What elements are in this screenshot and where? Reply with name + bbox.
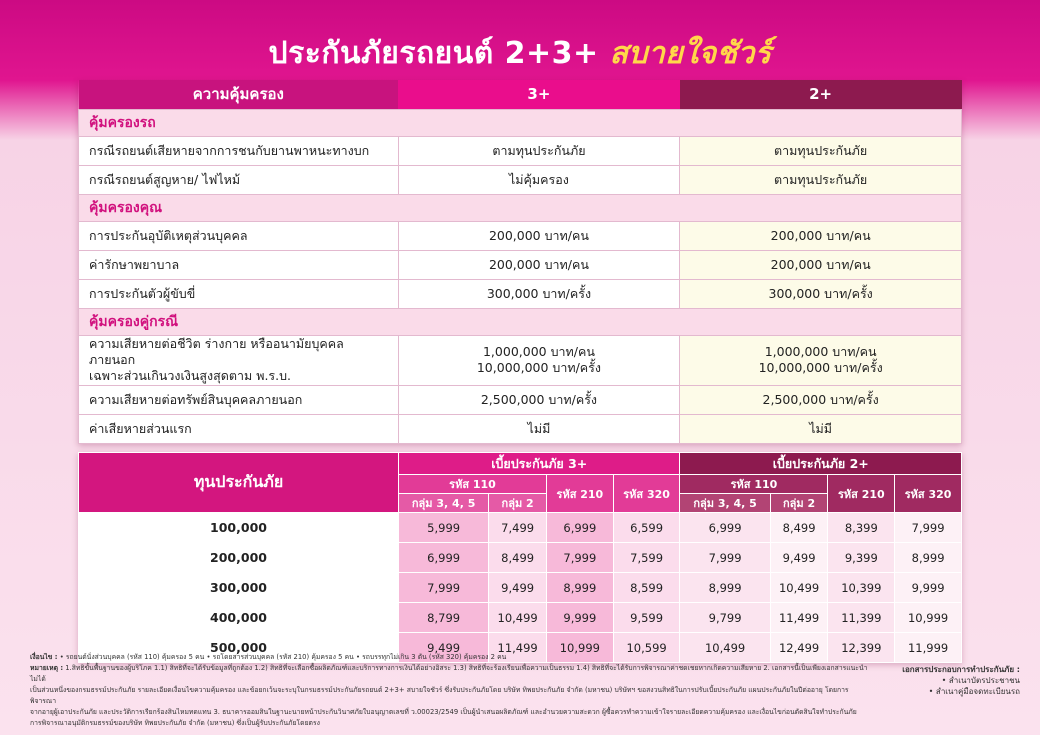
premium-value: 6,999 <box>547 513 614 543</box>
premium-value: 10,399 <box>828 573 895 603</box>
premium-body <box>79 513 962 663</box>
premium-value: 8,499 <box>489 543 547 573</box>
code-210-header: รหัส 210 <box>547 475 614 513</box>
table-row <box>79 279 962 308</box>
table-row <box>79 573 962 603</box>
premium-table <box>78 452 962 663</box>
remark-line: เป็นส่วนหนึ่งของกรมธรรม์ประกันภัย รายละเอียดเงื่อนไขความคุ้มครอง และข้อยกเว้นจะระบุในกรมธรรม์ประกันภัยรถยนต์ 2+3+ สบายใจชัวร์ ซึ่งรับประกันภัยโดย บริษัท ทิพยประกันภัย จำกัด (มหาชน) บริษัทฯ ขอสงวนสิทธิในการปรับเบี้ยประกันภัย แผนประกันภัยในปีต่ออายุ โดยการพิจารณา <box>30 686 849 705</box>
conditions-line <box>30 652 870 663</box>
plan3-value-line: 1,000,000 บาท/คน <box>482 344 595 359</box>
conditions-text: • รถยนต์นั่งส่วนบุคคล (รหัส 110) คุ้มครอง 5 คน • รถโดยสารส่วนบุคคล (รหัส 210) คุ้มครอง 5 คน • รถบรรทุกไม่เกิน 3 ตัน (รหัส 320) คุ้มครอง 2 คน <box>59 653 507 661</box>
premium-value: 8,599 <box>613 573 680 603</box>
remark-label: หมายเหตุ : <box>30 664 64 672</box>
documents-item: • สำเนาบัตรประชาชน <box>941 676 1020 685</box>
premium-value: 11,999 <box>895 633 962 663</box>
premium-value: 9,999 <box>547 603 614 633</box>
remark-line: จากอายุผู้เอาประกันภัย และประวัติการเรียกร้องสินไหมทดแทน 3. ธนาคารออมสินในฐานะนายหน้าประกันวินาศภัยใบอนุญาตเลขที่ ว.00023/2549 เป็นผู้นำเสนอผลิตภัณฑ์ และอำนวยความสะดวก ผู้ซื้อควรทำความเข้าใจรายละเอียดความคุ้มครอง และเงื่อนไขก่อนตัดสินใจทำประกันภัย <box>30 708 857 716</box>
row-label: กรณีรถยนต์สูญหาย/ ไฟไหม้ <box>79 165 399 194</box>
sum-insured-value: 200,000 <box>79 543 399 573</box>
premium-value: 10,499 <box>680 633 770 663</box>
sum-insured-value: 400,000 <box>79 603 399 633</box>
table-row <box>79 414 962 443</box>
sum-insured-value: 100,000 <box>79 513 399 543</box>
section-you: คุ้มครองคุณ <box>79 194 962 221</box>
plan2-value: 2,500,000 บาท/ครั้ง <box>680 385 962 414</box>
sum-insured-header: ทุนประกันภัย <box>79 453 399 513</box>
premium-value: 6,999 <box>680 513 770 543</box>
premium-value: 8,799 <box>399 603 489 633</box>
premium-value: 8,499 <box>770 513 828 543</box>
premium-header-row <box>79 453 962 475</box>
row-label: การประกันตัวผู้ขับขี่ <box>79 279 399 308</box>
plan2-value: 300,000 บาท/ครั้ง <box>680 279 962 308</box>
group-2-header: กลุ่ม 2 <box>770 494 828 513</box>
plan3-value: 300,000 บาท/ครั้ง <box>398 279 680 308</box>
table-row <box>79 136 962 165</box>
premium-value: 7,999 <box>895 513 962 543</box>
table-row <box>79 335 962 385</box>
group-345-header: กลุ่ม 3, 4, 5 <box>680 494 770 513</box>
conditions-label: เงื่อนไข : <box>30 653 58 661</box>
premium-value: 10,999 <box>895 603 962 633</box>
premium-value: 11,499 <box>489 633 547 663</box>
table-row <box>79 165 962 194</box>
code-110-header: รหัส 110 <box>399 475 547 494</box>
premium-value: 11,499 <box>770 603 828 633</box>
remark-line <box>30 663 870 685</box>
premium-value: 9,599 <box>613 603 680 633</box>
premium-value: 9,499 <box>489 573 547 603</box>
premium-value: 10,499 <box>489 603 547 633</box>
premium-value: 6,599 <box>613 513 680 543</box>
table-row <box>79 513 962 543</box>
row-label: ความเสียหายต่อทรัพย์สินบุคคลภายนอก <box>79 385 399 414</box>
title-main: ประกันภัยรถยนต์ 2+3+ <box>268 36 599 71</box>
row-label <box>79 335 399 385</box>
plan3-value: 200,000 บาท/คน <box>398 250 680 279</box>
required-documents <box>880 664 1020 697</box>
code-110-header: รหัส 110 <box>680 475 828 494</box>
sum-insured-value: 500,000 <box>79 633 399 663</box>
plan3-value: ตามทุนประกันภัย <box>398 136 680 165</box>
plan3-value: ไม่คุ้มครอง <box>398 165 680 194</box>
premium-value: 11,399 <box>828 603 895 633</box>
premium-value: 7,999 <box>399 573 489 603</box>
plan2-value: ตามทุนประกันภัย <box>680 136 962 165</box>
plan3-value: ไม่มี <box>398 414 680 443</box>
premium-value: 8,999 <box>547 573 614 603</box>
premium-value: 7,499 <box>489 513 547 543</box>
row-label: กรณีรถยนต์เสียหายจากการชนกับยานพาหนะทางบก <box>79 136 399 165</box>
sum-insured-value: 300,000 <box>79 573 399 603</box>
section-header <box>79 194 962 221</box>
premium-value: 7,999 <box>680 543 770 573</box>
row-label: ค่ารักษาพยาบาล <box>79 250 399 279</box>
plan2-value <box>680 335 962 385</box>
premium-value: 6,999 <box>399 543 489 573</box>
table-row <box>79 221 962 250</box>
remark-line: การพิจารณาอนุมัติกรมธรรม์ของบริษัท ทิพยประกันภัย จำกัด (มหาชน) ซึ่งเป็นผู้รับประกันภัยโดยตรง <box>30 719 320 727</box>
premium-value: 10,999 <box>547 633 614 663</box>
plan2-value-line: 10,000,000 บาท/ครั้ง <box>758 360 883 375</box>
coverage-header: ความคุ้มครอง <box>79 80 399 109</box>
code-320-header: รหัส 320 <box>895 475 962 513</box>
plan3-value: 2,500,000 บาท/ครั้ง <box>398 385 680 414</box>
group-345-header: กลุ่ม 3, 4, 5 <box>399 494 489 513</box>
plan2-header: 2+ <box>680 80 962 109</box>
premium-value: 10,599 <box>613 633 680 663</box>
premium-value: 8,999 <box>895 543 962 573</box>
premium-value: 9,499 <box>770 543 828 573</box>
table-row <box>79 543 962 573</box>
premium-value: 7,599 <box>613 543 680 573</box>
premium-2plus-header: เบี้ยประกันภัย 2+ <box>680 453 962 475</box>
code-210-header: รหัส 210 <box>828 475 895 513</box>
plan2-value: ตามทุนประกันภัย <box>680 165 962 194</box>
premium-value: 12,399 <box>828 633 895 663</box>
plan2-value: ไม่มี <box>680 414 962 443</box>
premium-value: 9,399 <box>828 543 895 573</box>
table-row <box>79 250 962 279</box>
documents-item: • สำเนาคู่มือจดทะเบียนรถ <box>928 687 1020 696</box>
plan2-value: 200,000 บาท/คน <box>680 221 962 250</box>
row-label-line: ความเสียหายต่อชีวิต ร่างกาย หรืออนามัยบุคคลภายนอก <box>89 336 344 367</box>
premium-value: 8,399 <box>828 513 895 543</box>
plan3-header: 3+ <box>398 80 680 109</box>
section-header <box>79 109 962 136</box>
plan2-value-line: 1,000,000 บาท/คน <box>764 344 877 359</box>
group-2-header: กลุ่ม 2 <box>489 494 547 513</box>
documents-heading: เอกสารประกอบการทำประกันภัย : <box>902 665 1020 674</box>
row-label: การประกันอุบัติเหตุส่วนบุคคล <box>79 221 399 250</box>
plan3-value: 200,000 บาท/คน <box>398 221 680 250</box>
premium-value: 8,999 <box>680 573 770 603</box>
page-title <box>0 30 1040 77</box>
section-header <box>79 308 962 335</box>
premium-value: 12,499 <box>770 633 828 663</box>
row-label: ค่าเสียหายส่วนแรก <box>79 414 399 443</box>
plan3-value <box>398 335 680 385</box>
section-third-party: คุ้มครองคู่กรณี <box>79 308 962 335</box>
plan2-value: 200,000 บาท/คน <box>680 250 962 279</box>
premium-value: 5,999 <box>399 513 489 543</box>
remark-text: 1.สิทธิขั้นพื้นฐานของผู้บริโภค 1.1) สิทธิที่จะได้รับข้อมูลที่ถูกต้อง 1.2) สิทธิที่จะเลือกซื้อผลิตภัณฑ์และบริการทางการเงินได้อย่างอิสระ 1.3) สิทธิที่จะร้องเรียนเพื่อความเป็นธรรม 1.4) สิทธิที่จะได้รับการพิจารณาค่าชดเชยหากเกิดความเสียหาย 2. เอกสารนี้เป็นเพียงเอกสารแนะนำไม่ได้ <box>30 664 868 683</box>
premium-3plus-header: เบี้ยประกันภัย 3+ <box>399 453 680 475</box>
table-row <box>79 385 962 414</box>
section-car: คุ้มครองรถ <box>79 109 962 136</box>
premium-value: 9,799 <box>680 603 770 633</box>
premium-value: 9,499 <box>399 633 489 663</box>
row-label-line: เฉพาะส่วนเกินวงเงินสูงสุดตาม พ.ร.บ. <box>89 368 292 383</box>
title-accent: สบายใจชัวร์ <box>609 36 772 71</box>
premium-value: 7,999 <box>547 543 614 573</box>
coverage-header-row <box>79 80 962 109</box>
premium-value: 10,499 <box>770 573 828 603</box>
table-row <box>79 603 962 633</box>
coverage-table <box>78 80 962 444</box>
code-320-header: รหัส 320 <box>613 475 680 513</box>
premium-value: 9,999 <box>895 573 962 603</box>
plan3-value-line: 10,000,000 บาท/ครั้ง <box>476 360 601 375</box>
footnotes <box>30 652 870 729</box>
